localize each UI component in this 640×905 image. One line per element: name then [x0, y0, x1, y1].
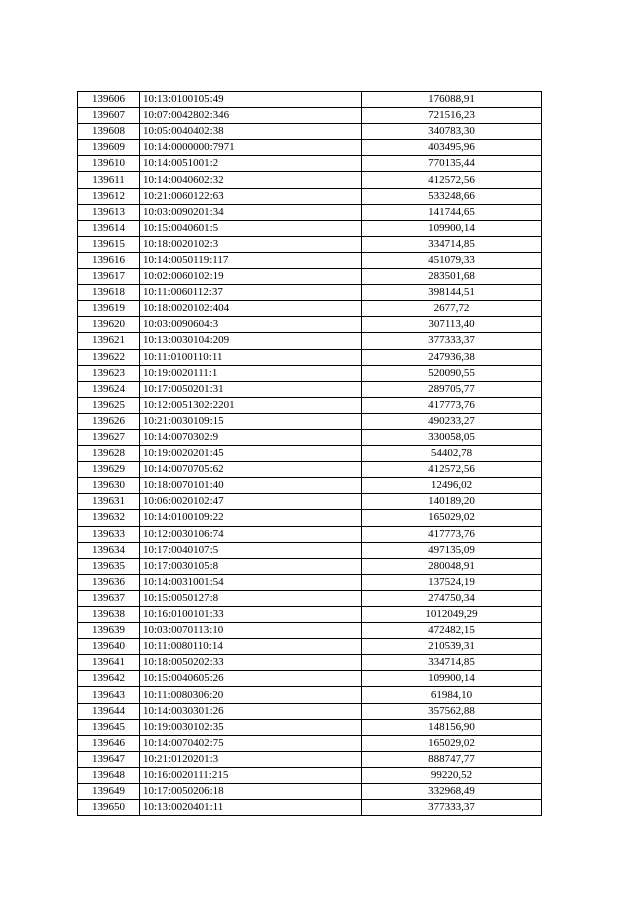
row-id-cell: 139649 [78, 784, 140, 800]
table-row [78, 800, 542, 816]
cadastral-code-cell: 10:17:0030105:8 [140, 558, 362, 574]
table-row [78, 124, 542, 140]
row-id-cell: 139628 [78, 446, 140, 462]
row-id-cell: 139619 [78, 301, 140, 317]
cadastral-code-cell: 10:15:0040605:26 [140, 671, 362, 687]
table-row [78, 349, 542, 365]
row-id-cell: 139643 [78, 687, 140, 703]
table-row [78, 767, 542, 783]
table-row [78, 542, 542, 558]
cadastral-code-cell: 10:21:0120201:3 [140, 751, 362, 767]
row-id-cell: 139608 [78, 124, 140, 140]
cadastral-code-cell: 10:15:0050127:8 [140, 590, 362, 606]
row-id-cell: 139635 [78, 558, 140, 574]
row-id-cell: 139630 [78, 478, 140, 494]
amount-cell: 533248,66 [362, 188, 542, 204]
row-id-cell: 139621 [78, 333, 140, 349]
amount-cell: 357562,88 [362, 703, 542, 719]
cadastral-code-cell: 10:21:0060122:63 [140, 188, 362, 204]
amount-cell: 109900,14 [362, 671, 542, 687]
row-id-cell: 139647 [78, 751, 140, 767]
table-row [78, 671, 542, 687]
cadastral-code-cell: 10:18:0020102:404 [140, 301, 362, 317]
table-row [78, 446, 542, 462]
row-id-cell: 139637 [78, 590, 140, 606]
row-id-cell: 139627 [78, 429, 140, 445]
amount-cell: 417773,76 [362, 526, 542, 542]
cadastral-code-cell: 10:13:0030104:209 [140, 333, 362, 349]
amount-cell: 888747,77 [362, 751, 542, 767]
row-id-cell: 139611 [78, 172, 140, 188]
row-id-cell: 139610 [78, 156, 140, 172]
table-body [78, 92, 542, 816]
row-id-cell: 139638 [78, 607, 140, 623]
row-id-cell: 139642 [78, 671, 140, 687]
row-id-cell: 139640 [78, 639, 140, 655]
cadastral-code-cell: 10:16:0100101:33 [140, 607, 362, 623]
amount-cell: 340783,30 [362, 124, 542, 140]
cadastral-code-cell: 10:06:0020102:47 [140, 494, 362, 510]
row-id-cell: 139614 [78, 220, 140, 236]
cadastral-code-cell: 10:05:0040402:38 [140, 124, 362, 140]
table-row [78, 590, 542, 606]
table-row [78, 156, 542, 172]
cadastral-code-cell: 10:12:0030106:74 [140, 526, 362, 542]
amount-cell: 334714,85 [362, 236, 542, 252]
table-row [78, 639, 542, 655]
cadastral-code-cell: 10:11:0100110:11 [140, 349, 362, 365]
cadastral-code-cell: 10:07:0042802:346 [140, 108, 362, 124]
amount-cell: 274750,34 [362, 590, 542, 606]
amount-cell: 330058,05 [362, 429, 542, 445]
cadastral-code-cell: 10:14:0051001:2 [140, 156, 362, 172]
row-id-cell: 139612 [78, 188, 140, 204]
cadastral-code-cell: 10:03:0070113:10 [140, 623, 362, 639]
cadastral-code-cell: 10:18:0020102:3 [140, 236, 362, 252]
table-row [78, 413, 542, 429]
amount-cell: 137524,19 [362, 574, 542, 590]
table-row [78, 140, 542, 156]
row-id-cell: 139631 [78, 494, 140, 510]
table-row [78, 285, 542, 301]
cadastral-code-cell: 10:14:0070402:75 [140, 735, 362, 751]
table-row [78, 429, 542, 445]
row-id-cell: 139636 [78, 574, 140, 590]
row-id-cell: 139645 [78, 719, 140, 735]
amount-cell: 165029,02 [362, 735, 542, 751]
amount-cell: 109900,14 [362, 220, 542, 236]
cadastral-code-cell: 10:13:0100105:49 [140, 92, 362, 108]
amount-cell: 148156,90 [362, 719, 542, 735]
row-id-cell: 139629 [78, 462, 140, 478]
cadastral-code-cell: 10:16:0020111:215 [140, 767, 362, 783]
amount-cell: 398144,51 [362, 285, 542, 301]
table-row [78, 365, 542, 381]
cadastral-code-cell: 10:19:0030102:35 [140, 719, 362, 735]
row-id-cell: 139632 [78, 510, 140, 526]
row-id-cell: 139607 [78, 108, 140, 124]
amount-cell: 165029,02 [362, 510, 542, 526]
cadastral-code-cell: 10:02:0060102:19 [140, 269, 362, 285]
table-row [78, 317, 542, 333]
amount-cell: 721516,23 [362, 108, 542, 124]
row-id-cell: 139624 [78, 381, 140, 397]
cadastral-code-cell: 10:21:0030109:15 [140, 413, 362, 429]
amount-cell: 307113,40 [362, 317, 542, 333]
amount-cell: 412572,56 [362, 172, 542, 188]
cadastral-code-cell: 10:14:0050119:117 [140, 252, 362, 268]
row-id-cell: 139634 [78, 542, 140, 558]
cadastral-code-cell: 10:18:0070101:40 [140, 478, 362, 494]
cadastral-code-cell: 10:13:0020401:11 [140, 800, 362, 816]
table-row [78, 462, 542, 478]
amount-cell: 141744,65 [362, 204, 542, 220]
row-id-cell: 139639 [78, 623, 140, 639]
cadastral-code-cell: 10:12:0051302:2201 [140, 397, 362, 413]
table-row [78, 719, 542, 735]
cadastral-code-cell: 10:03:0090201:34 [140, 204, 362, 220]
row-id-cell: 139606 [78, 92, 140, 108]
table-row [78, 92, 542, 108]
table-row [78, 172, 542, 188]
amount-cell: 497135,09 [362, 542, 542, 558]
cadastral-code-cell: 10:03:0090604:3 [140, 317, 362, 333]
row-id-cell: 139617 [78, 269, 140, 285]
cadastral-code-cell: 10:11:0080306:20 [140, 687, 362, 703]
table-row [78, 220, 542, 236]
amount-cell: 12496,02 [362, 478, 542, 494]
amount-cell: 412572,56 [362, 462, 542, 478]
table-row [78, 655, 542, 671]
cadastral-code-cell: 10:19:0020111:1 [140, 365, 362, 381]
table-row [78, 687, 542, 703]
table-row [78, 236, 542, 252]
table-row [78, 526, 542, 542]
row-id-cell: 139622 [78, 349, 140, 365]
data-table [77, 91, 542, 816]
table-row [78, 574, 542, 590]
amount-cell: 520090,55 [362, 365, 542, 381]
table-row [78, 204, 542, 220]
row-id-cell: 139625 [78, 397, 140, 413]
table-row [78, 301, 542, 317]
table-row [78, 784, 542, 800]
amount-cell: 176088,91 [362, 92, 542, 108]
amount-cell: 2677,72 [362, 301, 542, 317]
row-id-cell: 139650 [78, 800, 140, 816]
amount-cell: 403495,96 [362, 140, 542, 156]
table-row [78, 751, 542, 767]
row-id-cell: 139644 [78, 703, 140, 719]
row-id-cell: 139620 [78, 317, 140, 333]
amount-cell: 210539,31 [362, 639, 542, 655]
cadastral-code-cell: 10:14:0100109:22 [140, 510, 362, 526]
amount-cell: 472482,15 [362, 623, 542, 639]
table-row [78, 478, 542, 494]
cadastral-code-cell: 10:19:0020201:45 [140, 446, 362, 462]
cadastral-code-cell: 10:14:0070705:62 [140, 462, 362, 478]
cadastral-code-cell: 10:11:0060112:37 [140, 285, 362, 301]
cadastral-code-cell: 10:15:0040601:5 [140, 220, 362, 236]
table-row [78, 269, 542, 285]
amount-cell: 247936,38 [362, 349, 542, 365]
cadastral-code-cell: 10:14:0070302:9 [140, 429, 362, 445]
cadastral-code-cell: 10:14:0030301:26 [140, 703, 362, 719]
cadastral-code-cell: 10:14:0000000:7971 [140, 140, 362, 156]
amount-cell: 289705,77 [362, 381, 542, 397]
amount-cell: 332968,49 [362, 784, 542, 800]
cadastral-code-cell: 10:17:0050206:18 [140, 784, 362, 800]
row-id-cell: 139626 [78, 413, 140, 429]
amount-cell: 140189,20 [362, 494, 542, 510]
table-row [78, 703, 542, 719]
amount-cell: 417773,76 [362, 397, 542, 413]
row-id-cell: 139618 [78, 285, 140, 301]
table-row [78, 333, 542, 349]
cadastral-code-cell: 10:14:0031001:54 [140, 574, 362, 590]
row-id-cell: 139616 [78, 252, 140, 268]
amount-cell: 283501,68 [362, 269, 542, 285]
cadastral-code-cell: 10:17:0040107:5 [140, 542, 362, 558]
table-row [78, 381, 542, 397]
table-row [78, 735, 542, 751]
cadastral-code-cell: 10:18:0050202:33 [140, 655, 362, 671]
table-row [78, 252, 542, 268]
row-id-cell: 139633 [78, 526, 140, 542]
table-row [78, 494, 542, 510]
amount-cell: 280048,91 [362, 558, 542, 574]
row-id-cell: 139615 [78, 236, 140, 252]
amount-cell: 1012049,29 [362, 607, 542, 623]
table-row [78, 188, 542, 204]
table-row [78, 397, 542, 413]
table-row [78, 607, 542, 623]
amount-cell: 770135,44 [362, 156, 542, 172]
amount-cell: 451079,33 [362, 252, 542, 268]
amount-cell: 61984,10 [362, 687, 542, 703]
amount-cell: 334714,85 [362, 655, 542, 671]
row-id-cell: 139613 [78, 204, 140, 220]
table-row [78, 623, 542, 639]
cadastral-code-cell: 10:11:0080110:14 [140, 639, 362, 655]
row-id-cell: 139641 [78, 655, 140, 671]
table-row [78, 108, 542, 124]
amount-cell: 377333,37 [362, 800, 542, 816]
table-row [78, 558, 542, 574]
row-id-cell: 139646 [78, 735, 140, 751]
row-id-cell: 139609 [78, 140, 140, 156]
amount-cell: 54402,78 [362, 446, 542, 462]
amount-cell: 490233,27 [362, 413, 542, 429]
cadastral-code-cell: 10:14:0040602:32 [140, 172, 362, 188]
table-row [78, 510, 542, 526]
amount-cell: 99220,52 [362, 767, 542, 783]
amount-cell: 377333,37 [362, 333, 542, 349]
row-id-cell: 139648 [78, 767, 140, 783]
cadastral-code-cell: 10:17:0050201:31 [140, 381, 362, 397]
row-id-cell: 139623 [78, 365, 140, 381]
